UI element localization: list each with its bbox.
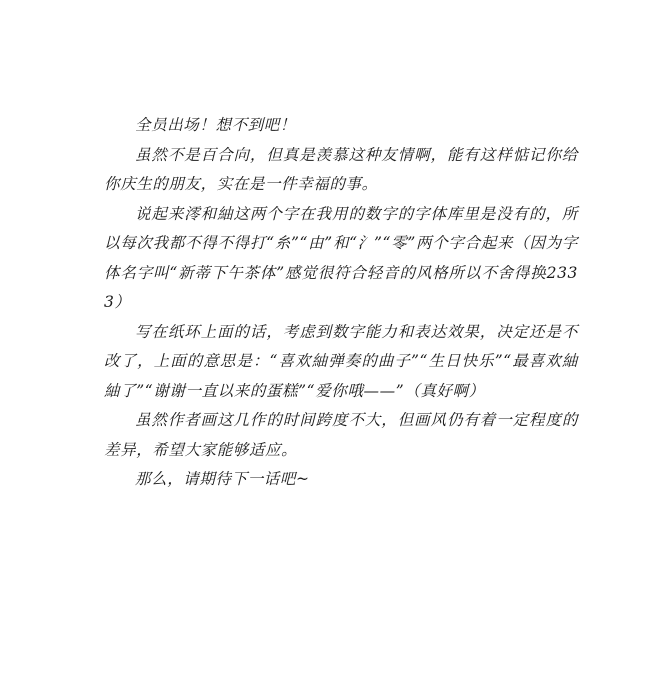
paragraph-4: 写在纸环上面的话，考虑到数字能力和表达效果，决定还是不改了，上面的意思是：“喜欢紬弹奏的曲子”“生日快乐”“最喜欢紬紬了”“谢谢一直以来的蛋糕”“爱你哦——”（真好啊）: [104, 322, 578, 400]
paragraph-1: 全员出场！想不到吧！: [135, 116, 297, 134]
paragraph-6: 那么，请期待下一话吧~: [135, 470, 310, 488]
paragraph-2: 虽然不是百合向，但真是羡慕这种友情啊，能有这样惦记你给你庆生的朋友，实在是一件幸福的事。: [104, 145, 578, 193]
paragraph-5: 虽然作者画这几作的时间跨度不大，但画风仍有着一定程度的差异，希望大家能够适应。: [104, 411, 578, 459]
paragraph-3: 说起来澪和紬这两个字在我用的数字的字体库里是没有的，所以每次我都不得不得打“糸”“由”和“氵”“零”两个字合起来（因为字体名字叫“新蒂下午茶体”感觉很符合轻音的风格所以不舍得换2333）: [104, 204, 578, 311]
afterword-text: [104, 111, 578, 495]
